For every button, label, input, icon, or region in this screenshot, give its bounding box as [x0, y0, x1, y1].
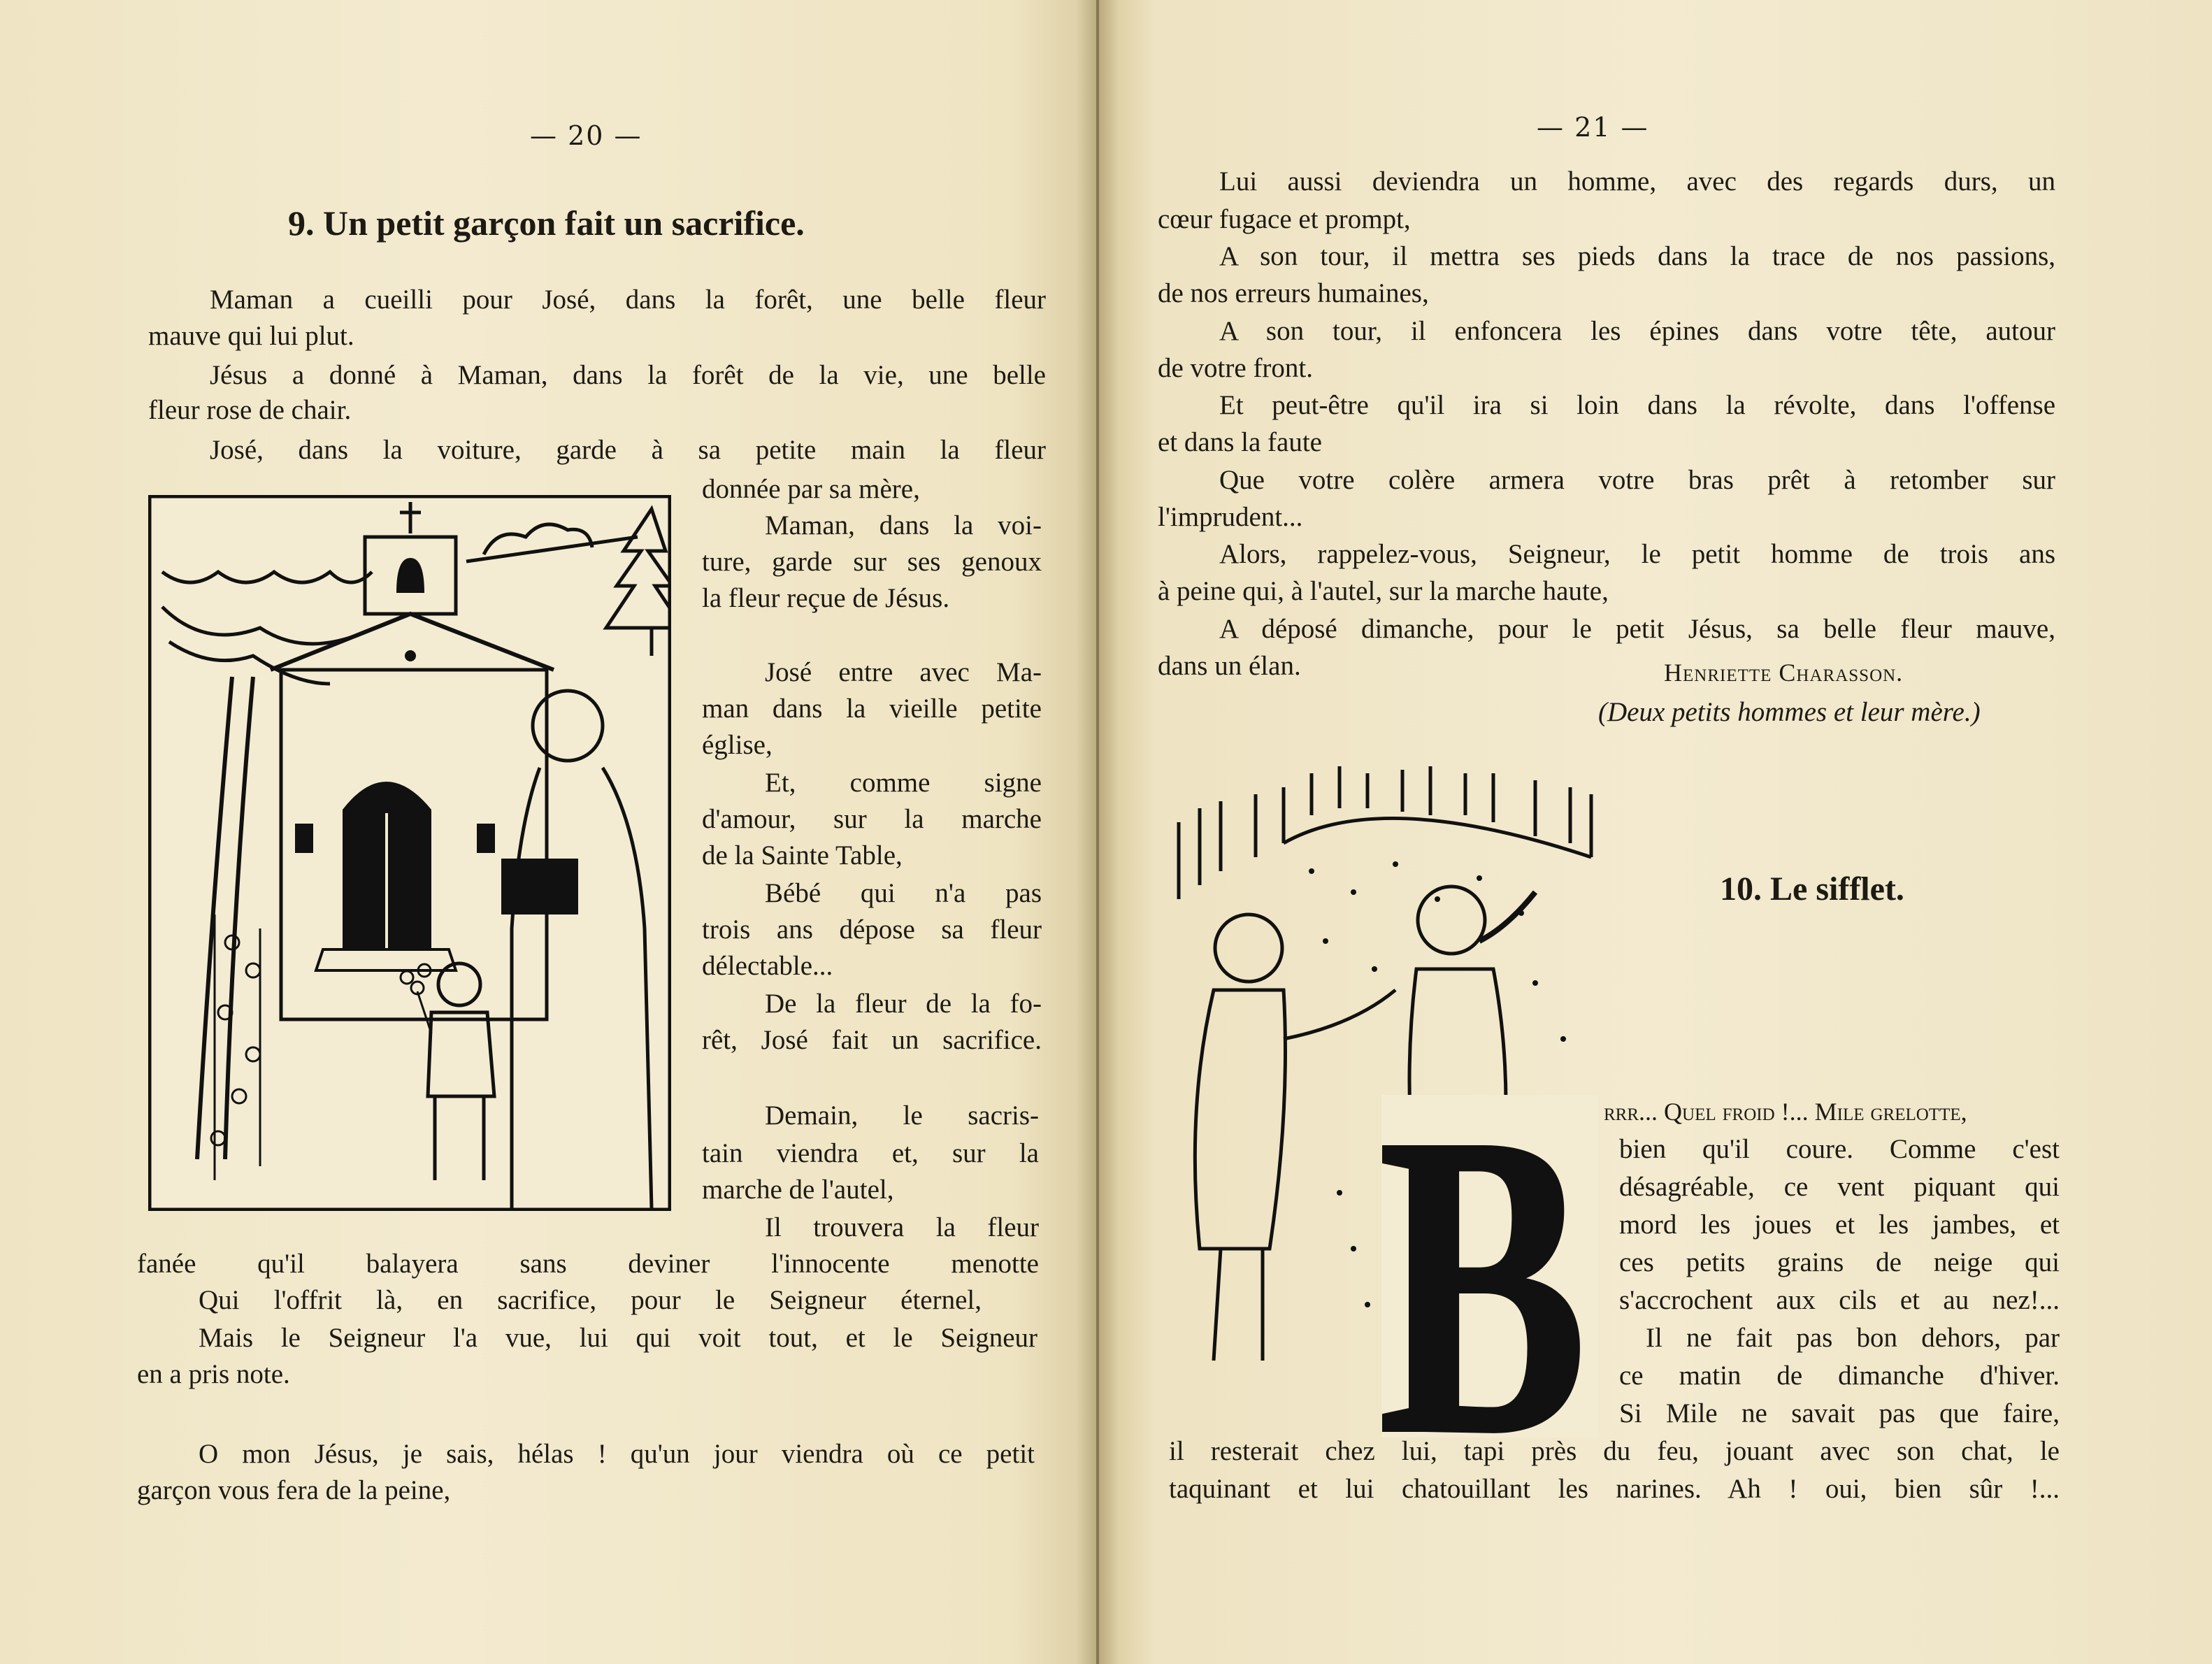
text-line: en a pris note.: [137, 1359, 290, 1389]
text-line: délectable...: [702, 951, 833, 981]
text-line: rêt, José fait un sacrifice.: [702, 1025, 1042, 1055]
text-line: ture, garde sur ses genoux: [702, 547, 1042, 577]
story-text-line: s'accrochent aux cils et au nez!...: [1619, 1285, 2060, 1315]
text-line: A son tour, il enfoncera les épines dans votre tête, autour: [1219, 316, 2055, 346]
story-text-line: ces petits grains de neige qui: [1619, 1247, 2060, 1277]
chapter-10-title: 10. Le sifflet.: [1720, 870, 1904, 908]
text-line: la fleur reçue de Jésus.: [702, 583, 950, 613]
story-text-line: Si Mile ne savait pas que faire,: [1619, 1398, 2060, 1428]
text-line: de la Sainte Table,: [702, 840, 903, 870]
text-line: man dans la vieille petite: [702, 694, 1042, 724]
text-line: l'imprudent...: [1158, 502, 1303, 532]
story-text-line: il resterait chez lui, tapi près du feu, jouant avec son chat, le: [1169, 1436, 2060, 1466]
text-line: donnée par sa mère,: [702, 474, 920, 504]
text-line: dans un élan.: [1158, 651, 1301, 681]
story-text-line: bien qu'il coure. Comme c'est: [1619, 1134, 2060, 1164]
chapel-illustration: [148, 495, 671, 1211]
text-line: tain viendra et, sur la: [702, 1138, 1039, 1168]
text-line: garçon vous fera de la peine,: [137, 1475, 451, 1505]
text-line: Maman a cueilli pour José, dans la forêt, une belle fleur: [210, 285, 1046, 315]
dropcap-letter: B: [1378, 1045, 1588, 1437]
right-page-number: — 21 —: [1537, 112, 1649, 143]
text-line: marche de l'autel,: [702, 1175, 894, 1205]
source-citation: (Deux petits hommes et leur mère.): [1598, 697, 1981, 727]
story-text-line: Il ne fait pas bon dehors, par: [1646, 1323, 2060, 1353]
story-text-line: mord les joues et les jambes, et: [1619, 1210, 2060, 1240]
text-line: Bébé qui n'a pas: [765, 878, 1042, 908]
text-line: de votre front.: [1158, 353, 1314, 383]
text-line: Et, comme signe: [765, 768, 1042, 798]
text-line: fanée qu'il balayera sans deviner l'innocente menotte: [137, 1249, 1039, 1279]
story-text-line: taquinant et lui chatouillant les narines. Ah ! oui, bien sûr !...: [1169, 1474, 2060, 1504]
text-line: Et peut-être qu'il ira si loin dans la révolte, dans l'offense: [1219, 390, 2055, 420]
text-line: A déposé dimanche, pour le petit Jésus, sa belle fleur mauve,: [1219, 614, 2055, 644]
winter-street-illustration: [1172, 759, 1605, 1437]
scarf-boy-head: [1418, 887, 1485, 954]
text-line: O mon Jésus, je sais, hélas ! qu'un jour viendra où ce petit: [199, 1439, 1035, 1469]
story-text-line: rrr... Quel froid !... Mile grelotte,: [1604, 1098, 1967, 1126]
text-line: Demain, le sacris-: [765, 1100, 1039, 1131]
text-line: église,: [702, 730, 773, 760]
story-text-line: ce matin de dimanche d'hiver.: [1619, 1361, 2060, 1391]
text-line: Mais le Seigneur l'a vue, lui qui voit tout, et le Seigneur: [199, 1323, 1037, 1353]
text-line: Alors, rappelez-vous, Seigneur, le petit homme de trois ans: [1219, 539, 2055, 569]
text-line: Lui aussi deviendra un homme, avec des regards durs, un: [1219, 166, 2055, 196]
text-line: José, dans la voiture, garde à sa petite main la fleur: [210, 435, 1046, 465]
text-line: Que votre colère armera votre bras prêt à retomber sur: [1219, 465, 2055, 495]
left-page-number: — 20 —: [530, 120, 642, 151]
boy-arm: [1284, 990, 1395, 1039]
text-line: Jésus a donné à Maman, dans la forêt de la vie, une belle: [210, 360, 1046, 390]
boy-body: [1195, 990, 1285, 1361]
text-line: José entre avec Ma-: [765, 657, 1042, 687]
text-line: Il trouvera la fleur: [765, 1212, 1039, 1242]
boy-head: [1215, 915, 1282, 982]
story-text-line: désagréable, ce vent piquant qui: [1619, 1172, 2060, 1202]
text-line: A son tour, il mettra ses pieds dans la trace de nos passions,: [1219, 241, 2055, 271]
text-line: à peine qui, à l'autel, sur la marche haute,: [1158, 576, 1609, 606]
text-line: De la fleur de la fo-: [765, 989, 1042, 1019]
gutter-line: [1096, 0, 1099, 1664]
text-line: fleur rose de chair.: [148, 395, 352, 425]
text-line: Maman, dans la voi-: [765, 510, 1042, 540]
chapter-9-title: 9. Un petit garçon fait un sacrifice.: [288, 203, 805, 243]
street-buildings: [1179, 766, 1591, 899]
scarf: [1479, 892, 1535, 941]
text-line: trois ans dépose sa fleur: [702, 915, 1042, 945]
text-line: d'amour, sur la marche: [702, 804, 1042, 834]
prayer-book: [501, 859, 578, 915]
text-line: et dans la faute: [1158, 427, 1322, 457]
text-line: de nos erreurs humaines,: [1158, 278, 1429, 308]
text-line: mauve qui lui plut.: [148, 321, 354, 351]
author-signature: Henriette Charasson.: [1664, 659, 1904, 687]
text-line: Qui l'offrit là, en sacrifice, pour le Seigneur éternel,: [199, 1285, 982, 1315]
text-line: cœur fugace et prompt,: [1158, 204, 1411, 234]
